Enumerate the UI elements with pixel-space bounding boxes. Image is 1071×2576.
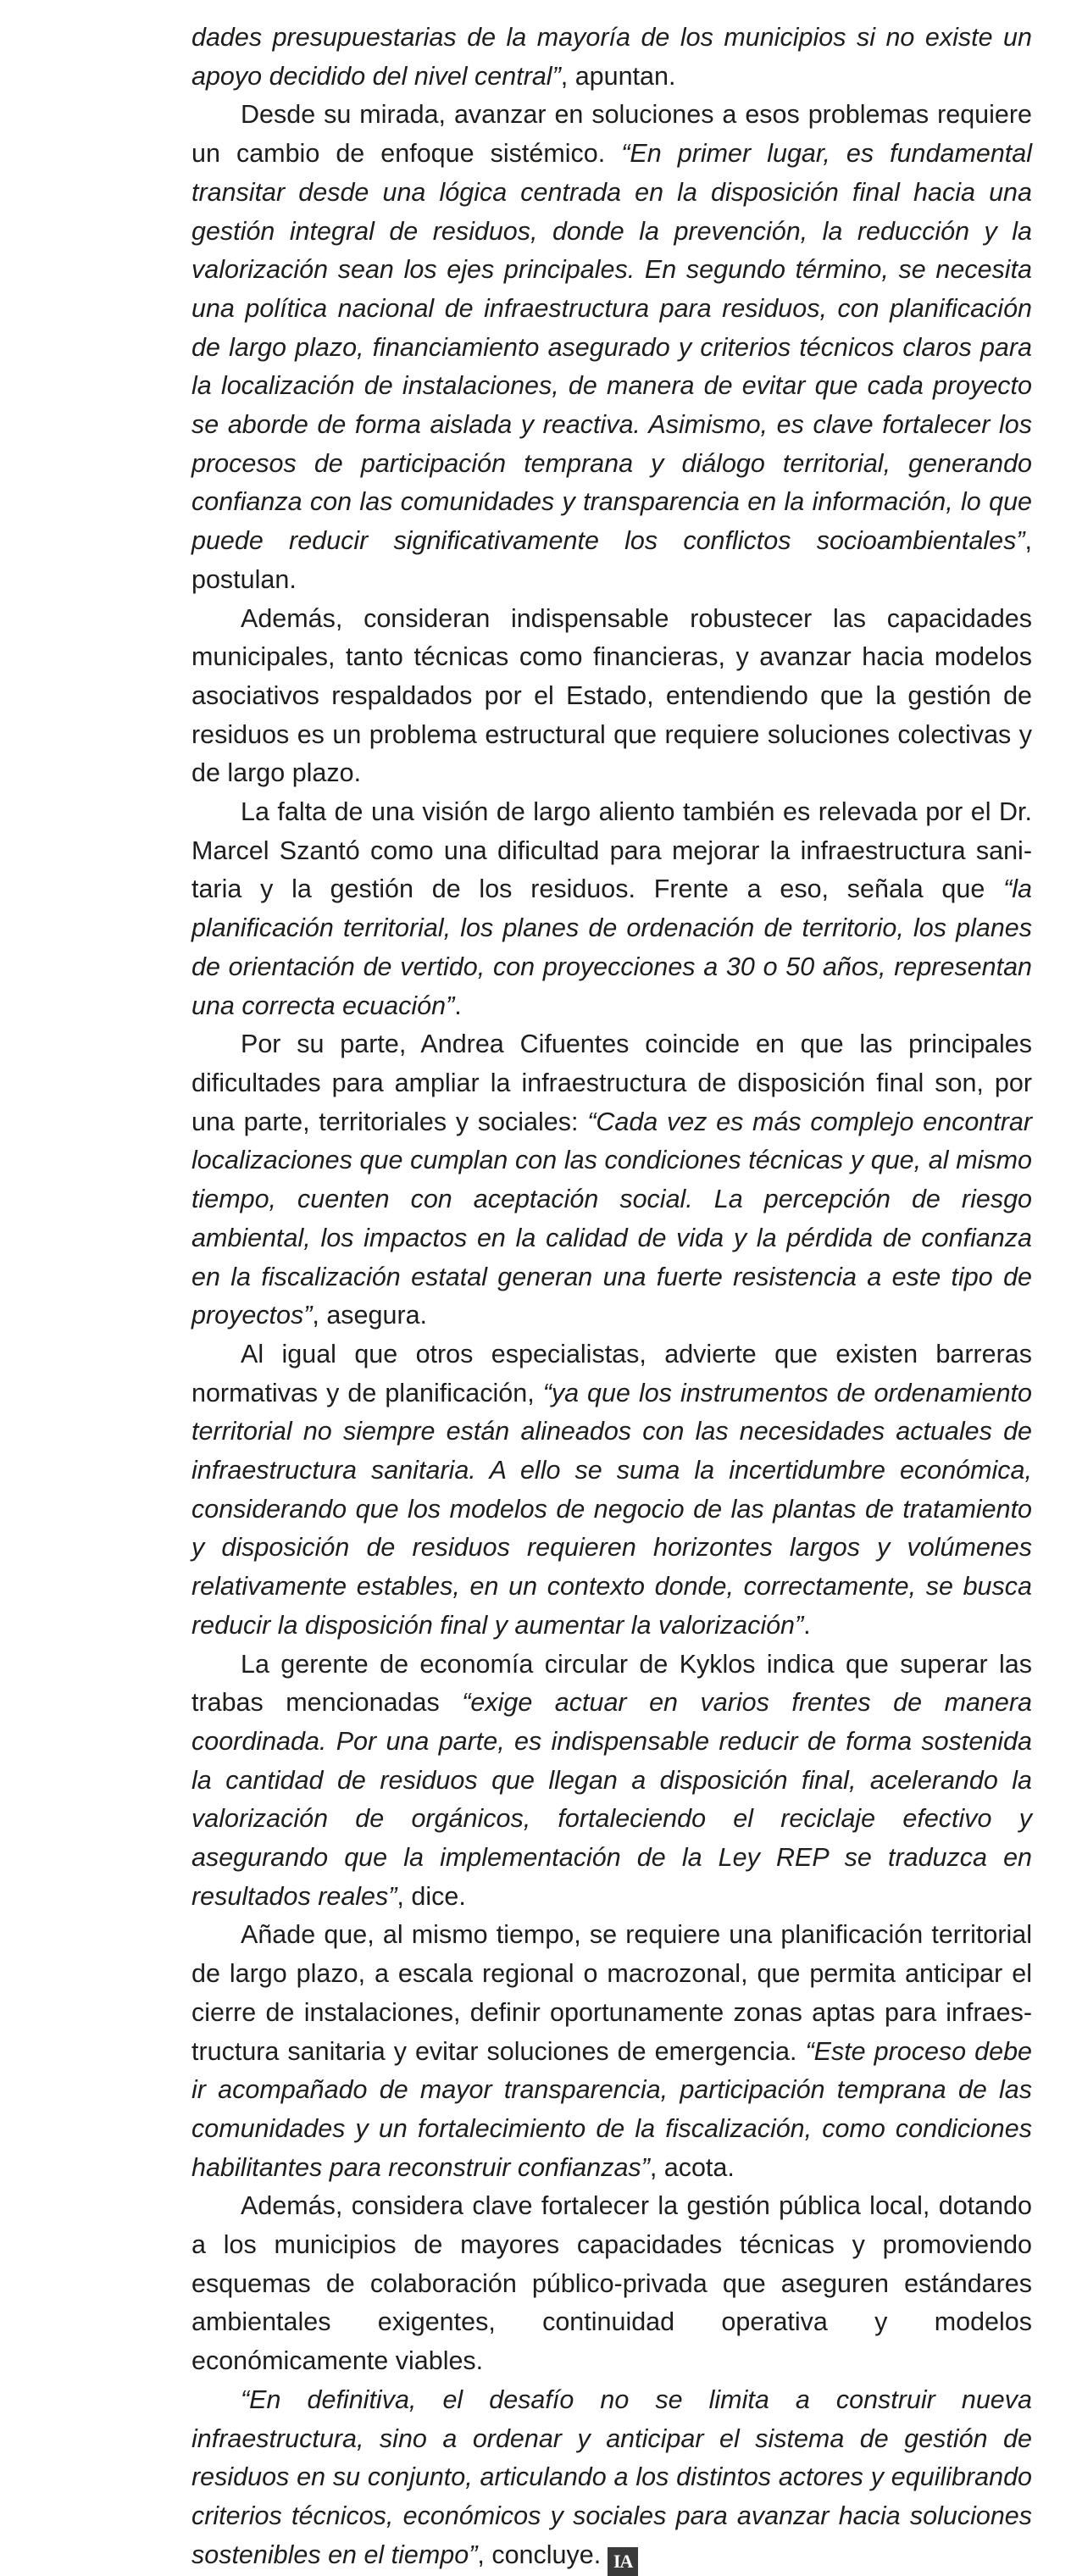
article-paragraph [191, 793, 1032, 1025]
body-text: , dice. [397, 1881, 466, 1911]
quote-text: “Este proceso debe ir acompañado de mayor transparencia, participación temprana de las comunidades y un fortalecimiento de la fiscalización, como condiciones habilitantes para reconstruir confianzas” [191, 2036, 1032, 2182]
body-text: , concluye. [477, 2540, 602, 2569]
body-text: Por su parte, Andrea Cifuentes coincide en que las principales dificultades para ampliar la infraestructura de disposición final son, por una parte, territoriales y sociales: [191, 1030, 1032, 1136]
quote-text: dades presupuestarias de la mayoría de los municipios si no existe un apoyo decidido del nivel central” [191, 23, 1032, 91]
body-text: , postulan. [191, 526, 1032, 594]
body-text: La gerente de economía circular de Kyklos indica que superar las trabas mencionadas [191, 1649, 1032, 1718]
article-paragraph [191, 1335, 1032, 1646]
article-paragraph [191, 600, 1032, 794]
article-paragraph [191, 1646, 1032, 1917]
article-body [191, 19, 1032, 2576]
body-text: . [803, 1610, 811, 1640]
quote-text: “En primer lugar, es fundamental transitar desde una lógica centrada en la disposición final hacia una gestión integral de residuos, donde la prevención, la reducción y la valorización sean los ejes principales. En segundo término, se necesita una política nacional de infraestructura para residuos, con planificación de largo plazo, financiamiento asegurado y criterios técnicos claros para la localización de instalaciones, de manera de evitar que cada proyecto se aborde de forma aislada y reactiva. Asimismo, es clave fortalecer los procesos de participación temprana y diálogo territorial, generando confianza con las comunidades y transparencia en la información, lo que puede reducir significativamente los conflictos socioambientales” [191, 139, 1032, 556]
end-of-article-logo-icon: IA [608, 2547, 638, 2576]
body-text: La falta de una visión de largo aliento también es relevada por el Dr. Marcel Szantó como una dificultad para mejorar la infraestructura sanitaria y la gestión de los residuos. Frente a eso, señala que [191, 797, 1032, 904]
body-text: , acota. [649, 2152, 735, 2182]
body-text: , asegura. [312, 1301, 428, 1330]
article-paragraph [191, 96, 1032, 599]
quote-text: “la planificación territorial, los planes de ordenación de territorio, los planes de orientación de vertido, con proyecciones a 30 o 50 años, representan una correcta ecuación” [191, 874, 1032, 1020]
body-text: . [454, 991, 462, 1020]
article-paragraph [191, 1916, 1032, 2187]
quote-text: “ya que los instrumentos de ordenamiento territorial no siempre están alineados con las necesidades actuales de infraestructura sanitaria. A ello se suma la incertidumbre económica, considerando que los modelos de negocio de las plantas de tratamiento y disposición de residuos requieren horizontes largos y volúmenes relativamente estables, en un contexto donde, correctamente, se busca reducir la disposición final y aumentar la valorización” [191, 1378, 1032, 1640]
body-text: Desde su mirada, avanzar en soluciones a esos problemas requiere un cambio de enfoque sistémico. [191, 100, 1032, 169]
body-text: Al igual que otros especialistas, advierte que existen barreras normativas y de planificación, [191, 1339, 1032, 1407]
body-text: , apuntan. [560, 61, 676, 91]
article-paragraph [191, 2381, 1032, 2576]
body-text: Además, considera clave fortalecer la gestión pública local, dotando a los municipios de mayores capacidades técnicas y promoviendo esquemas de colaboración público-privada que aseguren estándares ambientales exigentes, continuidad operativa y modelos económicamente viables. [191, 2191, 1032, 2376]
quote-text: “Cada vez es más complejo encontrar localizaciones que cumplan con las condiciones técnicas y que, al mismo tiempo, cuenten con aceptación social. La percepción de riesgo ambiental, los impactos en la calidad de vida y la pérdida de confianza en la fiscalización estatal generan una fuerte resistencia a este tipo de proyectos” [191, 1107, 1032, 1330]
quote-text: “En definitiva, el desafío no se limita a construir nueva infraestructura, sino a ordenar y anticipar el sistema de gestión de residuos en su conjunto, articulando a los distintos actores y equilibrando criterios técnicos, económicos y sociales para avanzar hacia soluciones sostenibles en el tiempo” [191, 2384, 1032, 2569]
body-text: Además, consideran indispensable robustecer las capacidades municipales, tanto técnicas como financieras, y avanzar hacia modelos asociativos respaldados por el Estado, entendiendo que la gestión de residuos es un problema estructural que requiere soluciones colectivas y de largo plazo. [191, 603, 1032, 788]
body-text: Añade que, al mismo tiempo, se requiere una planificación territorial de largo plazo, a escala regional o macrozonal, que permita anticipar el cierre de instalaciones, definir oportunamente zonas aptas para infraestructura sanitaria y evitar soluciones de emergencia. [191, 1920, 1032, 2066]
article-paragraph [191, 19, 1032, 96]
article-paragraph [191, 2187, 1032, 2381]
article-paragraph [191, 1025, 1032, 1335]
quote-text: “exige actuar en varios frentes de manera coordinada. Por una parte, es indispensable reducir de forma sostenida la cantidad de residuos que llegan a disposición final, acelerando la valorización de orgánicos, fortaleciendo el reciclaje efectivo y asegurando que la implementación de la Ley REP se traduzca en resultados reales” [191, 1688, 1032, 1911]
